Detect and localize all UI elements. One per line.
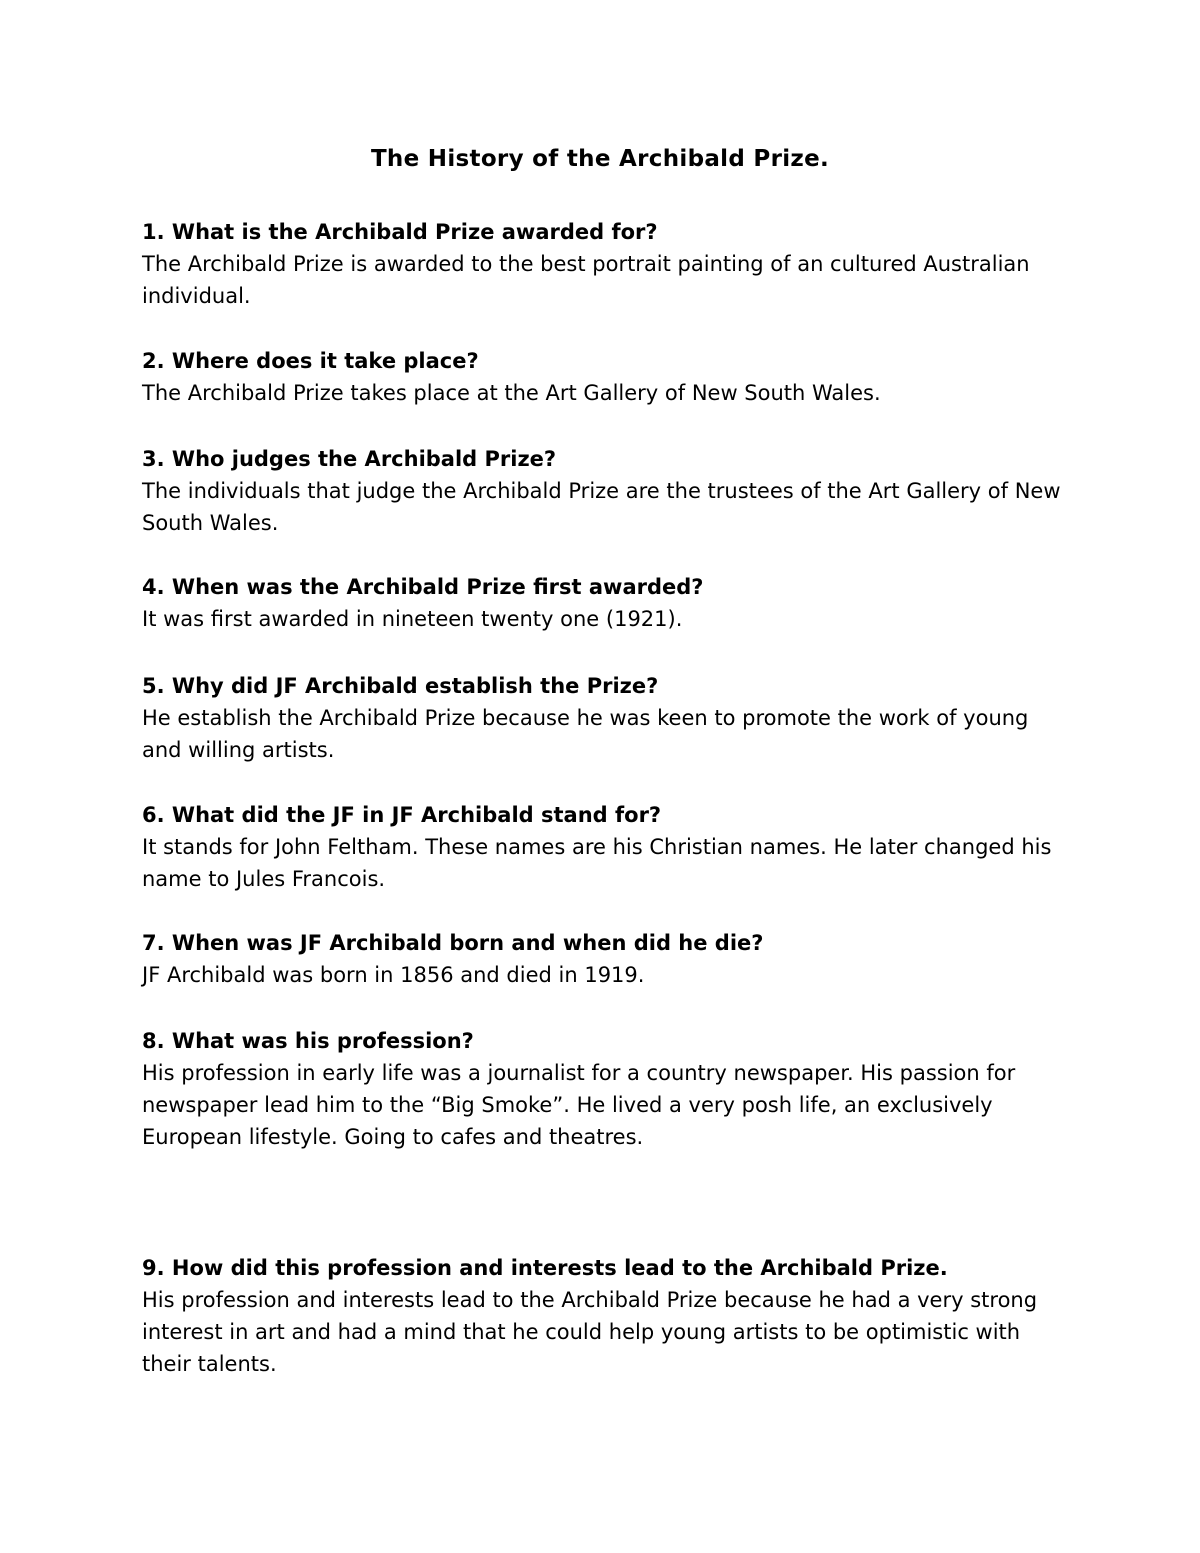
answer-6: It stands for John Feltham. These names are his Christian names. He later changed his name to Jules Francois. (142, 835, 1052, 891)
answer-8: His profession in early life was a journalist for a country newspaper. His passion for newspaper lead him to the “Big Smoke”. He lived a very posh life, an exclusively European lifestyle. Going to cafes and theatres. (142, 1061, 1016, 1149)
answer-9: His profession and interests lead to the Archibald Prize because he had a very strong interest in art and had a mind that he could help young artists to be optimistic with their talents. (142, 1288, 1038, 1376)
question-1: 1. What is the Archibald Prize awarded for? (142, 220, 658, 244)
question-5: 5. Why did JF Archibald establish the Prize? (142, 674, 659, 698)
answer-2: The Archibald Prize takes place at the Art Gallery of New South Wales. (142, 381, 881, 405)
qa-item-3 (142, 443, 1072, 539)
qa-item-4 (142, 571, 1072, 635)
question-2: 2. Where does it take place? (142, 349, 479, 373)
qa-item-8 (142, 1025, 1072, 1153)
question-6: 6. What did the JF in JF Archibald stand for? (142, 803, 662, 827)
answer-5: He establish the Archibald Prize because he was keen to promote the work of young and willing artists. (142, 706, 1029, 762)
answer-4: It was first awarded in nineteen twenty one (1921). (142, 607, 683, 631)
document-title: The History of the Archibald Prize. (370, 146, 830, 172)
question-8: 8. What was his profession? (142, 1029, 474, 1053)
question-7: 7. When was JF Archibald born and when did he die? (142, 931, 764, 955)
qa-item-9 (142, 1252, 1072, 1380)
qa-item-6 (142, 799, 1072, 895)
answer-3: The individuals that judge the Archibald Prize are the trustees of the Art Gallery of New South Wales. (142, 479, 1061, 535)
qa-item-5 (142, 670, 1072, 766)
question-3: 3. Who judges the Archibald Prize? (142, 447, 557, 471)
qa-item-1 (142, 216, 1072, 312)
answer-7: JF Archibald was born in 1856 and died in 1919. (142, 963, 645, 987)
question-9: 9. How did this profession and interests lead to the Archibald Prize. (142, 1256, 948, 1280)
question-4: 4. When was the Archibald Prize first awarded? (142, 575, 704, 599)
qa-item-7 (142, 927, 1072, 991)
answer-1: The Archibald Prize is awarded to the best portrait painting of an cultured Australian individual. (142, 252, 1030, 308)
qa-item-2 (142, 345, 1072, 409)
